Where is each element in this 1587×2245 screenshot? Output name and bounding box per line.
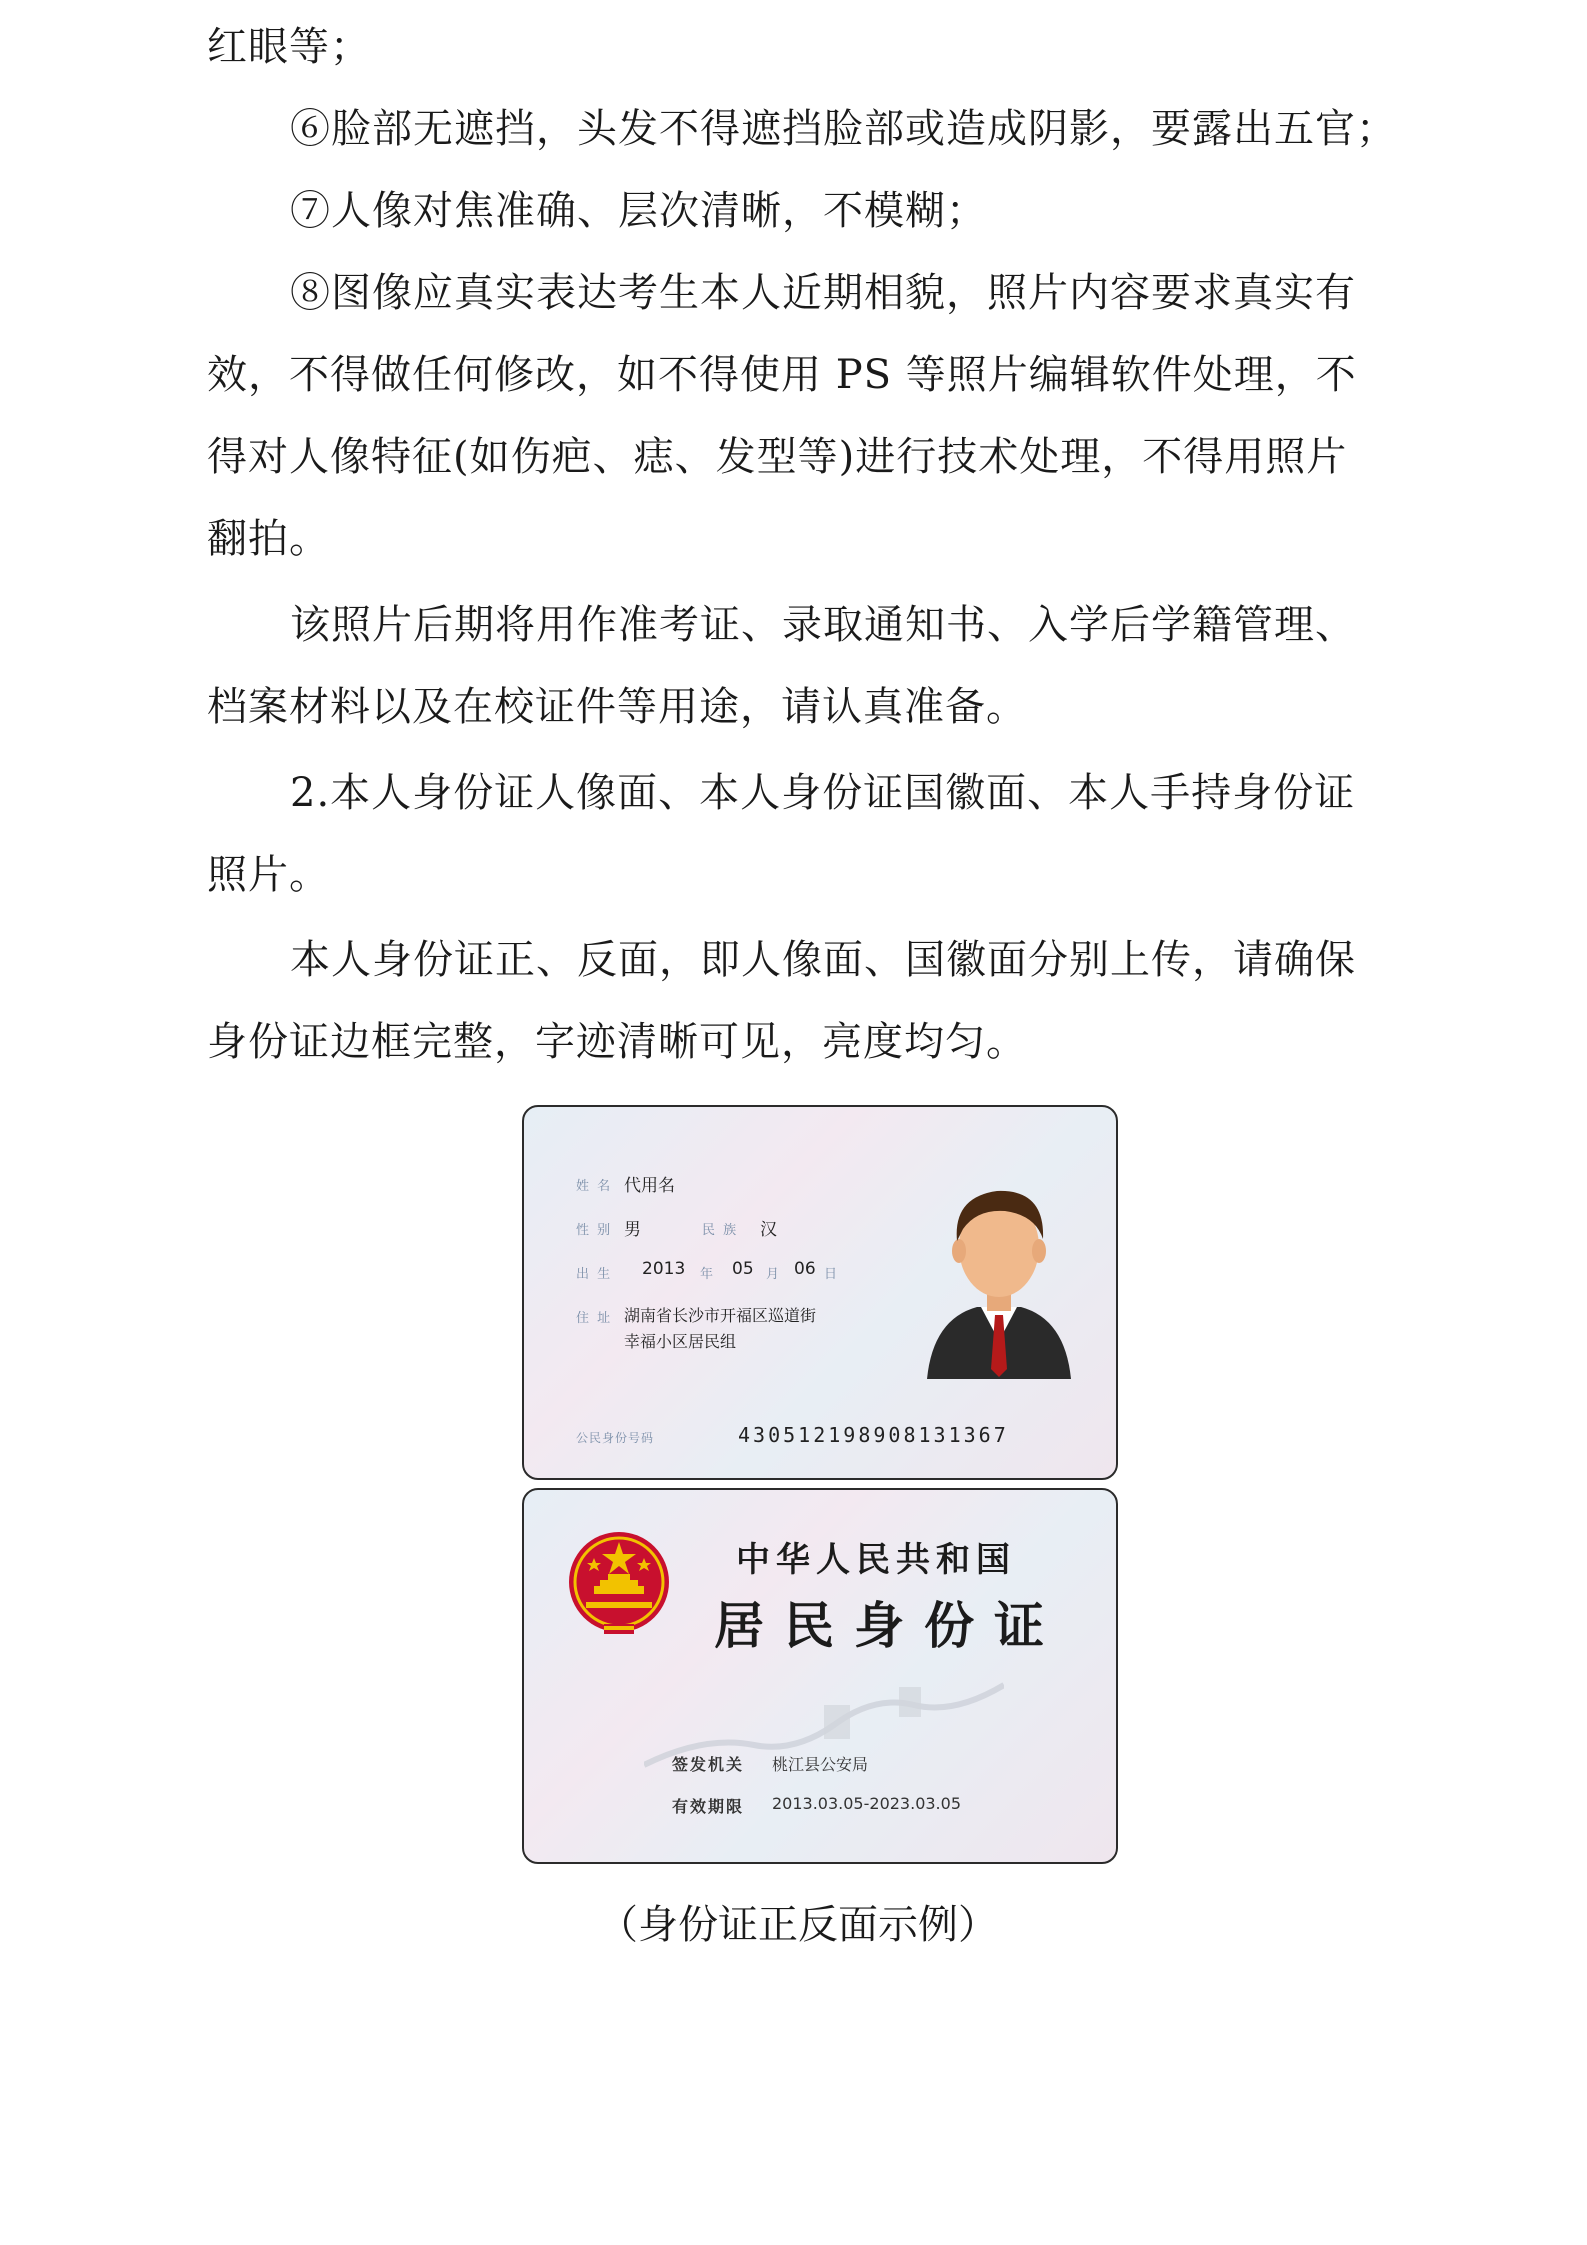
birth-year: 2013 xyxy=(642,1259,686,1279)
paragraph-line: 身份证边框完整，字迹清晰可见，亮度均匀。 xyxy=(207,1019,1027,1065)
paragraph-line: 档案材料以及在校证件等用途，请认真准备。 xyxy=(207,684,1027,730)
issuing-authority-label: 签发机关 xyxy=(672,1755,745,1774)
name-value: 代用名 xyxy=(624,1176,675,1196)
id-number: 430512198908131367 xyxy=(738,1423,1009,1447)
id-card-front xyxy=(522,1105,1118,1480)
paragraph-line: 效，不得做任何修改，如不得使用 PS 等照片编辑软件处理，不 xyxy=(207,352,1357,398)
paragraph-line: 本人身份证正、反面，即人像面、国徽面分别上传，请确保 xyxy=(290,937,1356,983)
national-emblem-icon xyxy=(564,1524,674,1642)
birth-month: 05 xyxy=(732,1259,754,1279)
validity-value: 2013.03.05-2023.03.05 xyxy=(772,1794,961,1813)
list-item-7: ⑦人像对焦准确、层次清晰，不模糊； xyxy=(290,188,987,234)
birth-label: 出 生 xyxy=(576,1267,613,1282)
id-card-back xyxy=(522,1488,1118,1864)
birth-day: 06 xyxy=(794,1259,816,1279)
paragraph-line: 得对人像特征(如伤疤、痣、发型等)进行技术处理，不得用照片 xyxy=(207,434,1348,480)
card-type-title: 居民身份证 xyxy=(714,1596,1064,1655)
paragraph-line: 照片。 xyxy=(207,852,330,898)
validity-label: 有效期限 xyxy=(672,1797,745,1816)
issuing-authority-value: 桃江县公安局 xyxy=(772,1755,869,1774)
list-item-6: ⑥脸部无遮挡，头发不得遮挡脸部或造成阴影，要露出五官； xyxy=(290,106,1397,152)
sex-label: 性 别 xyxy=(576,1223,613,1238)
name-label: 姓 名 xyxy=(576,1179,613,1194)
address-line-2: 幸福小区居民组 xyxy=(624,1332,737,1351)
card-country-title: 中华人民共和国 xyxy=(736,1540,1016,1580)
sex-value: 男 xyxy=(624,1220,641,1240)
address-label: 住 址 xyxy=(576,1311,613,1326)
ethnic-value: 汉 xyxy=(760,1220,777,1240)
list-item-8: ⑧图像应真实表达考生本人近期相貌，照片内容要求真实有 xyxy=(290,270,1356,316)
paragraph-line: 红眼等； xyxy=(207,24,371,70)
id-number-label: 公民身份号码 xyxy=(576,1431,655,1445)
figure-caption: （身份证正反面示例） xyxy=(598,1902,998,1948)
ethnic-label: 民 族 xyxy=(702,1223,739,1238)
section-heading-2: 2.本人身份证人像面、本人身份证国徽面、本人手持身份证 xyxy=(290,770,1356,816)
paragraph-line: 该照片后期将用作准考证、录取通知书、入学后学籍管理、 xyxy=(290,602,1356,648)
paragraph-line: 翻拍。 xyxy=(207,516,330,562)
portrait-avatar-icon xyxy=(919,1169,1079,1379)
id-card-example-figure xyxy=(518,1103,1122,1868)
year-unit: 年 xyxy=(700,1267,716,1282)
address-line-1: 湖南省长沙市开福区巡道街 xyxy=(624,1306,817,1325)
month-unit: 月 xyxy=(766,1267,782,1282)
day-unit: 日 xyxy=(824,1267,840,1282)
